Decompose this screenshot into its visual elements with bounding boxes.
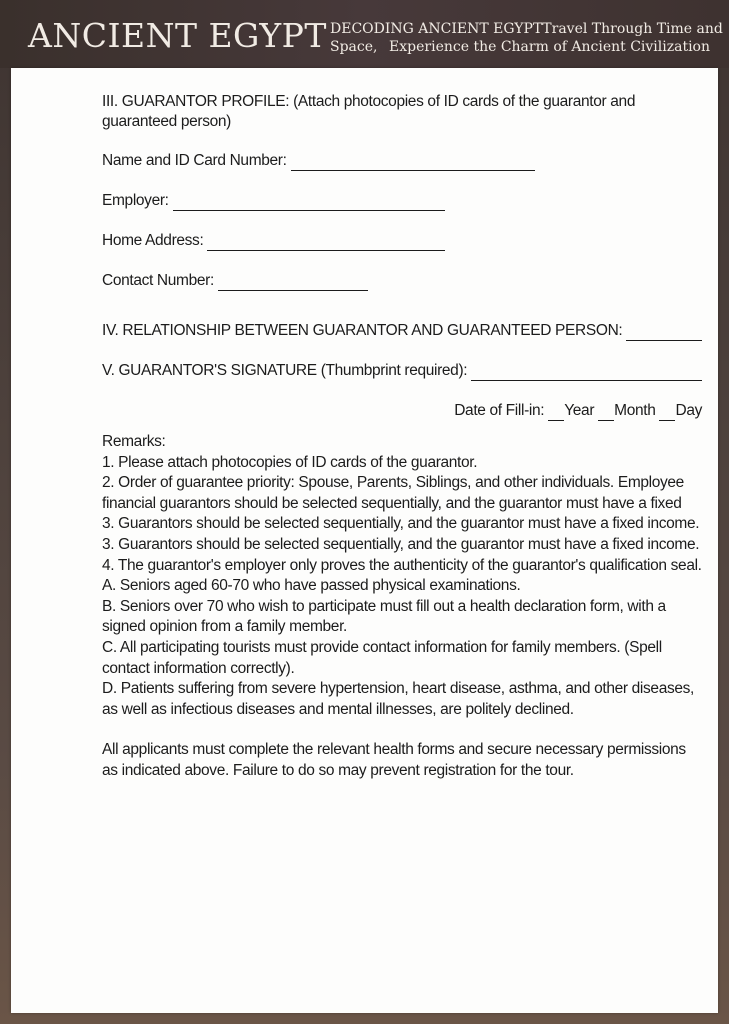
- tagline-part-2: Travel Through Time and: [542, 21, 723, 37]
- tagline: [330, 20, 723, 56]
- tagline-part-4: Experience the Charm of Ancient Civilization: [389, 39, 710, 55]
- remark-item: 3. Guarantors should be selected sequentially, and the guarantor must have a fixed income.: [102, 515, 700, 533]
- remark-item: D. Patients suffering from severe hypertension, heart disease, asthma, and other diseases, as well as infectious diseases and mental illnesses, are politely declined.: [102, 680, 694, 718]
- remark-item: A. Seniors aged 60-70 who have passed physical examinations.: [102, 577, 521, 595]
- remark-item: 3. Guarantors should be selected sequentially, and the guarantor must have a fixed income.: [102, 535, 700, 553]
- remarks-title: Remarks:: [102, 433, 166, 450]
- remark-item: C. All participating tourists must provide contact information for family members. (Spell contact information correctly).: [102, 638, 662, 677]
- month-blank[interactable]: [598, 406, 614, 421]
- tagline-part-3: Space,: [330, 39, 378, 55]
- remark-item: B. Seniors over 70 who wish to participate must fill out a health declaration form, with a signed opinion from a family member.: [102, 597, 666, 636]
- section-4-label: IV. RELATIONSHIP BETWEEN GUARANTOR AND GUARANTEED PERSON:: [102, 322, 623, 339]
- contact-number-row: [102, 271, 702, 291]
- home-address-blank[interactable]: [207, 236, 445, 251]
- remark-item: 4. The guarantor's employer only proves the authenticity of the guarantor's qualification seal.: [102, 556, 702, 574]
- year-blank[interactable]: [548, 406, 564, 421]
- date-row: [102, 401, 702, 421]
- name-id-blank[interactable]: [291, 156, 535, 171]
- contact-number-blank[interactable]: [218, 276, 368, 291]
- section-4-row: [102, 321, 702, 341]
- brand-title: ANCIENT EGYPT: [28, 16, 327, 55]
- day-label: Day: [675, 402, 702, 419]
- home-address-row: [102, 231, 702, 251]
- month-label: Month: [614, 402, 656, 419]
- section-5-label: V. GUARANTOR'S SIGNATURE (Thumbprint required):: [102, 362, 468, 379]
- tagline-part-1: DECODING ANCIENT EGYPT: [330, 21, 543, 37]
- remark-item: 2. Order of guarantee priority: Spouse, Parents, Siblings, and other individuals. Employee financial guarantors should be selected sequentially, and the guarantor must have a fixed: [102, 474, 684, 512]
- employer-blank[interactable]: [173, 196, 445, 211]
- home-address-label: Home Address:: [102, 232, 204, 249]
- contact-number-label: Contact Number:: [102, 272, 214, 289]
- closing-note: All applicants must complete the relevant health forms and secure necessary permissions as indicated above. Failure to do so may prevent registration for the tour.: [102, 741, 686, 779]
- employer-row: [102, 191, 702, 211]
- remark-item: 1. Please attach photocopies of ID cards of the guarantor.: [102, 453, 478, 471]
- form-sheet: [11, 68, 718, 1013]
- relationship-blank[interactable]: [626, 326, 702, 341]
- section-5-row: [102, 361, 702, 381]
- year-label: Year: [564, 402, 595, 419]
- remarks-block: [102, 432, 702, 782]
- form-content: [102, 92, 702, 782]
- employer-label: Employer:: [102, 192, 169, 209]
- site-header: [0, 0, 729, 68]
- date-label: Date of Fill-in:: [454, 402, 545, 419]
- signature-blank[interactable]: [471, 366, 702, 381]
- section-3-title: III. GUARANTOR PROFILE: (Attach photocopies of ID cards of the guarantor and guaranteed person): [102, 93, 636, 130]
- name-id-label: Name and ID Card Number:: [102, 152, 287, 169]
- name-id-row: [102, 151, 702, 171]
- day-blank[interactable]: [659, 406, 675, 421]
